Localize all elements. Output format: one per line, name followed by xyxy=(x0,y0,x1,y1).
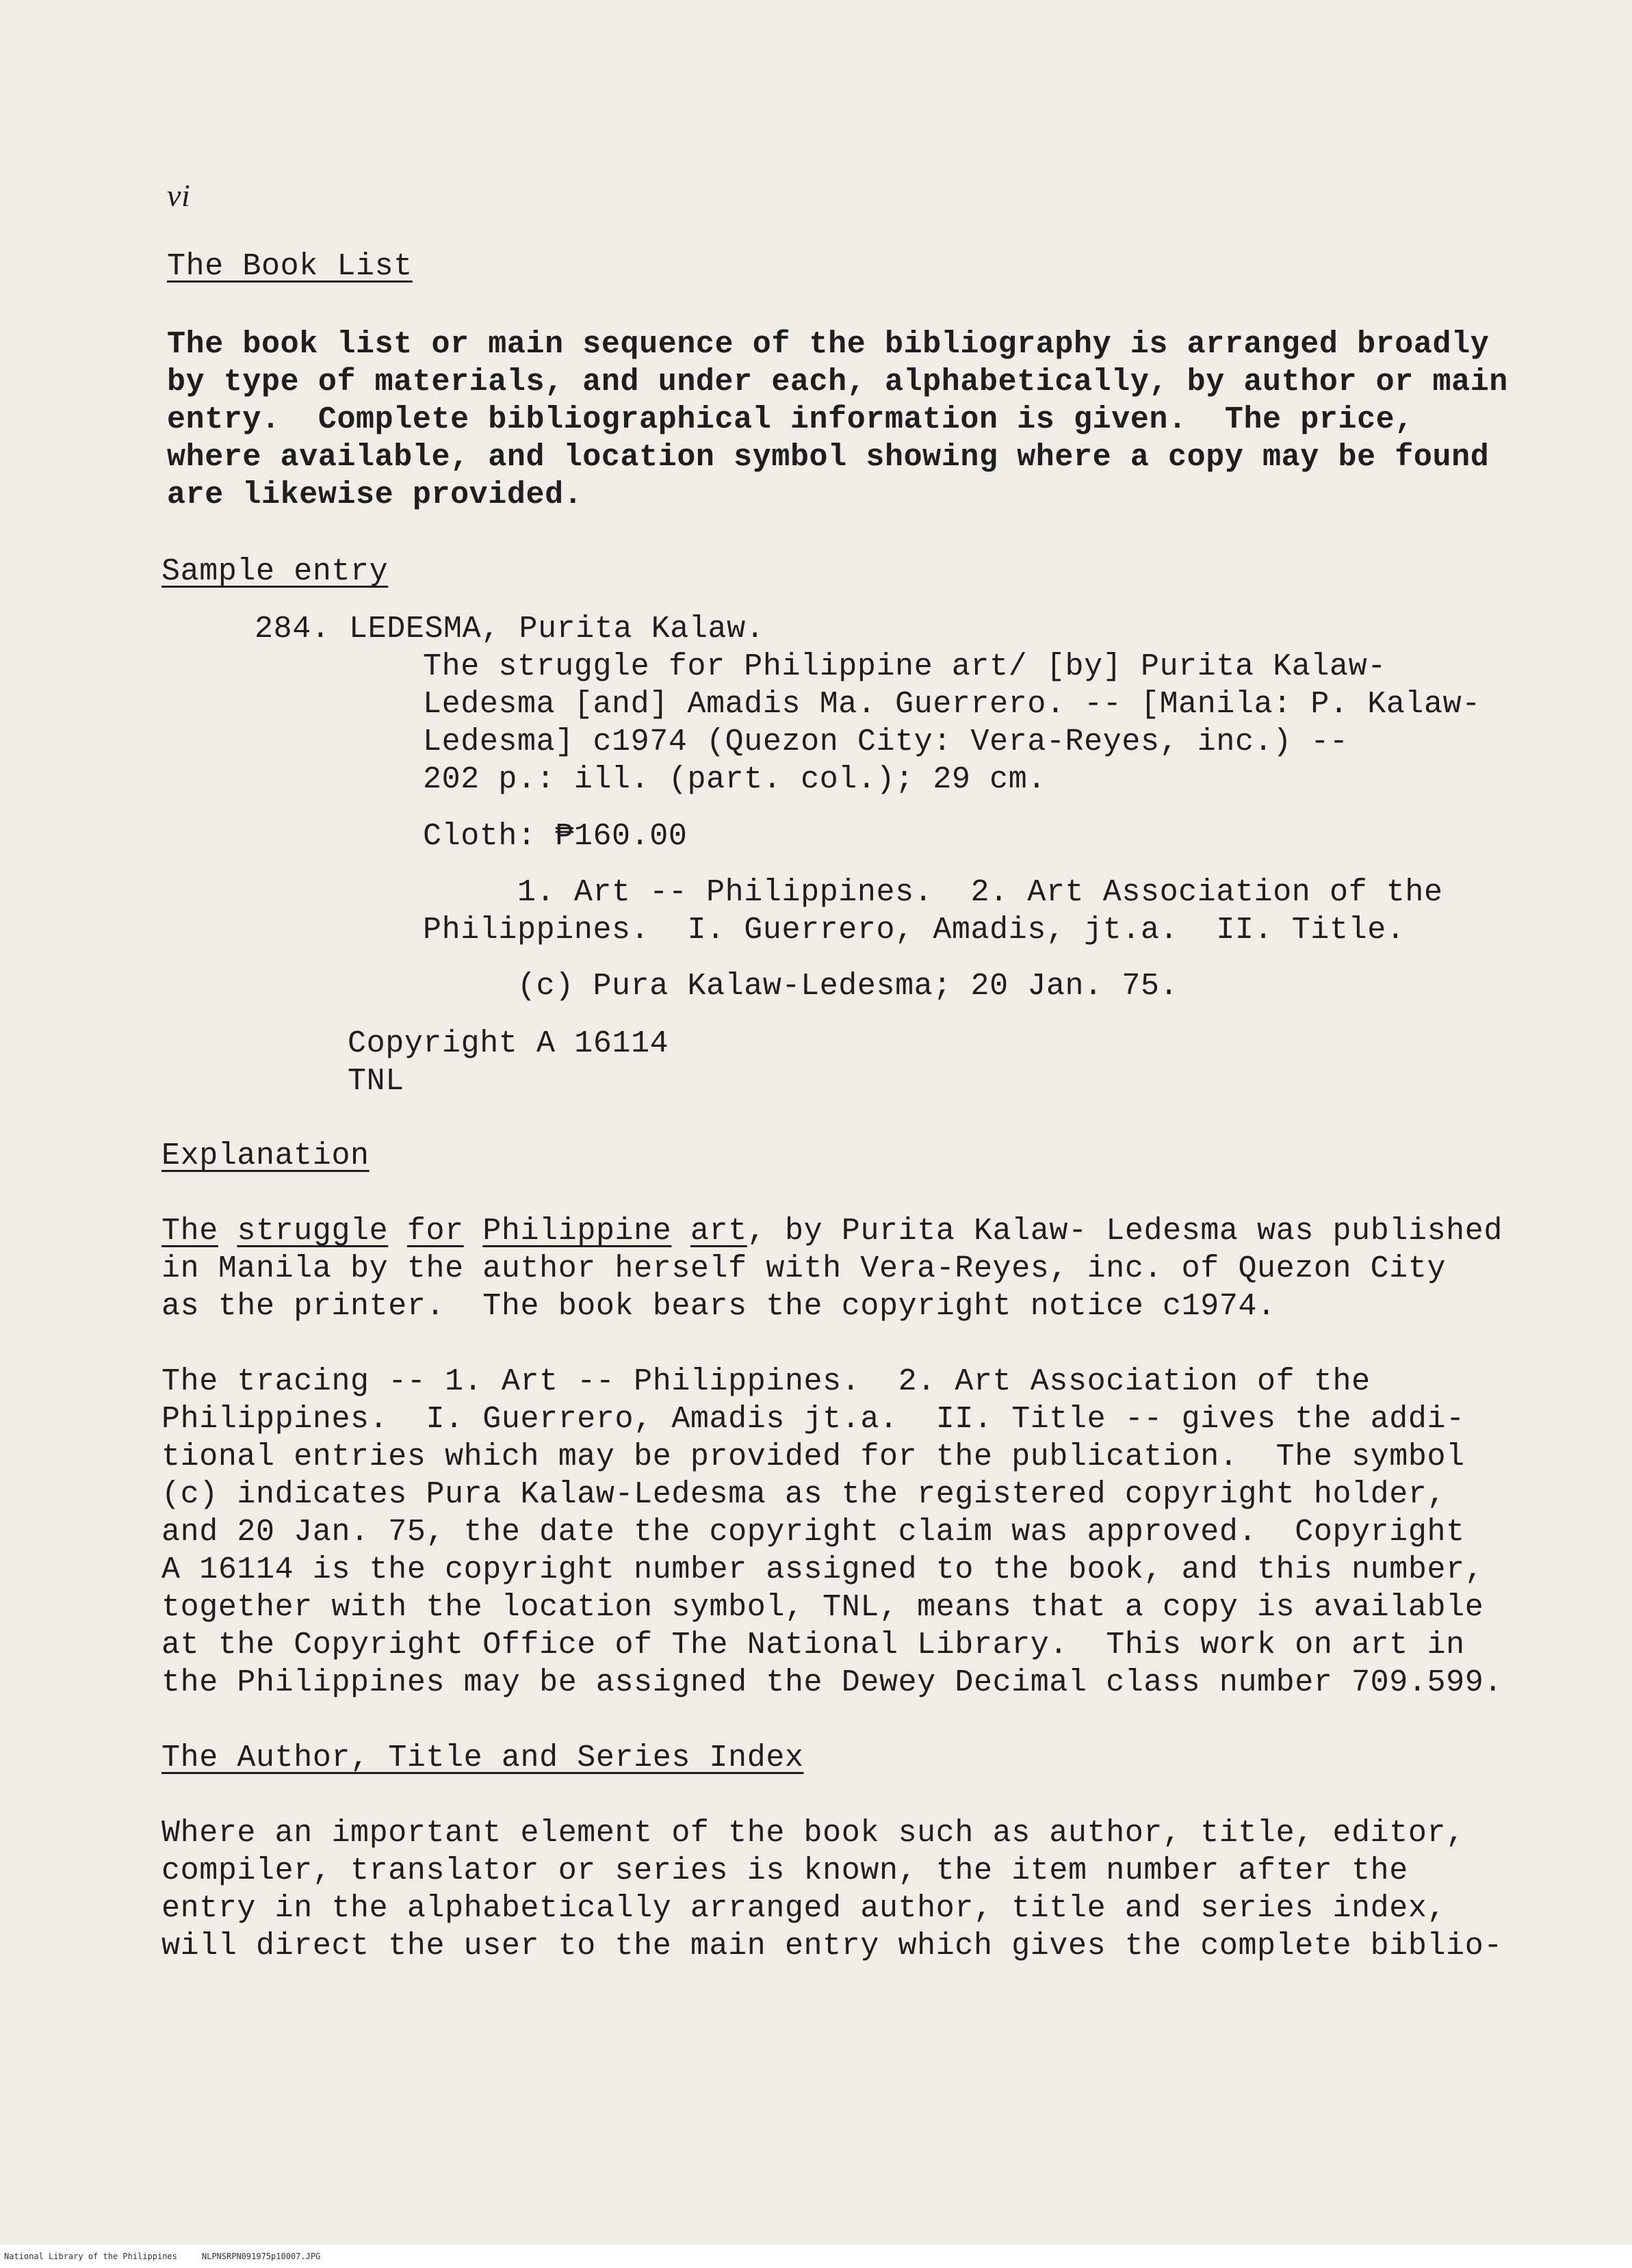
book-list-line: are likewise provided. xyxy=(167,478,583,512)
book-list-line: where available, and location symbol showing where a copy may be found xyxy=(167,440,1490,475)
entry-number-line: 284. LEDESMA, Purita Kalaw. xyxy=(255,612,765,647)
sample-entry-heading: Sample entry xyxy=(161,554,389,589)
entry-description-line: Ledesma] c1974 (Quezon City: Vera-Reyes, inc.) -- xyxy=(423,725,1349,759)
entry-description-line: Ledesma [and] Amadis Ma. Guerrero. -- [Manila: P. Kalaw- xyxy=(423,687,1481,722)
entry-description-line: 202 p.: ill. (part. col.); 29 cm. xyxy=(423,762,1046,797)
underlined-title-word: for xyxy=(406,1214,464,1249)
entry-location-line: TNL xyxy=(348,1064,404,1099)
explanation-para2-line: at the Copyright Office of The National Library. This work on art in xyxy=(161,1628,1465,1663)
page-number: vi xyxy=(167,178,191,213)
book-list-line: The book list or main sequence of the bibliography is arranged broadly xyxy=(167,327,1490,362)
entry-copyright-line: Copyright A 16114 xyxy=(348,1026,669,1061)
underlined-title-word: struggle xyxy=(237,1214,389,1249)
explanation-para1-line: in Manila by the author herself with Vera-Reyes, inc. of Quezon City xyxy=(161,1251,1447,1286)
entry-description-line: The struggle for Philippine art/ [by] Purita Kalaw- xyxy=(423,649,1386,684)
explanation-para2-line: (c) indicates Pura Kalaw-Ledesma as the registered copyright holder, xyxy=(161,1477,1447,1512)
scan-footer xyxy=(0,2247,320,2265)
explanation-para2-line: A 16114 is the copyright number assigned to the book, and this number, xyxy=(161,1552,1484,1587)
explanation-para1-line: as the printer. The book bears the copyright notice c1974. xyxy=(161,1289,1276,1324)
index-line: will direct the user to the main entry which gives the complete biblio- xyxy=(161,1929,1503,1964)
explanation-para2-line: tional entries which may be provided for the publication. The symbol xyxy=(161,1439,1465,1474)
entry-tracing-line: Philippines. I. Guerrero, Amadis, jt.a. II. Title. xyxy=(423,913,1406,948)
underlined-title-word: art xyxy=(690,1214,747,1249)
explanation-para2-line: the Philippines may be assigned the Dewey Decimal class number 709.599. xyxy=(161,1665,1503,1700)
footer-file-id: NLPNSRPN091975p10007.JPG xyxy=(201,2252,321,2261)
explanation-para2-line: together with the location symbol, TNL, means that a copy is available xyxy=(161,1590,1484,1625)
footer-library: National Library of the Philippines xyxy=(4,2252,177,2261)
book-list-line: entry. Complete bibliographical information is given. The price, xyxy=(167,402,1414,437)
book-list-line: by type of materials, and under each, alphabetically, by author or main xyxy=(167,365,1508,400)
index-line: compiler, translator or series is known, the item number after the xyxy=(161,1853,1408,1888)
entry-tracing-line: (c) Pura Kalaw-Ledesma; 20 Jan. 75. xyxy=(423,969,1179,1004)
entry-price-line: Cloth: ₱160.00 xyxy=(423,819,688,854)
index-line: Where an important element of the book such as author, title, editor, xyxy=(161,1816,1465,1851)
index-line: entry in the alphabetically arranged author, title and series index, xyxy=(161,1891,1447,1926)
index-heading: The Author, Title and Series Index xyxy=(161,1741,804,1775)
underlined-title-word: Philippine xyxy=(482,1214,672,1249)
explanation-para2-line: and 20 Jan. 75, the date the copyright claim was approved. Copyright xyxy=(161,1515,1465,1550)
explanation-para2-line: Philippines. I. Guerrero, Amadis jt.a. II. Title -- gives the addi- xyxy=(161,1402,1465,1437)
book-list-heading: The Book List xyxy=(167,249,413,284)
underlined-title-word: The xyxy=(161,1214,218,1249)
explanation-para2-line: The tracing -- 1. Art -- Philippines. 2. Art Association of the xyxy=(161,1364,1371,1399)
explanation-heading: Explanation xyxy=(161,1138,370,1173)
explanation-para1-rest: , by Purita Kalaw- Ledesma was published xyxy=(747,1214,1503,1249)
explanation-para1-first-line xyxy=(161,1212,1503,1250)
entry-tracing-line: 1. Art -- Philippines. 2. Art Association of the xyxy=(423,875,1443,910)
